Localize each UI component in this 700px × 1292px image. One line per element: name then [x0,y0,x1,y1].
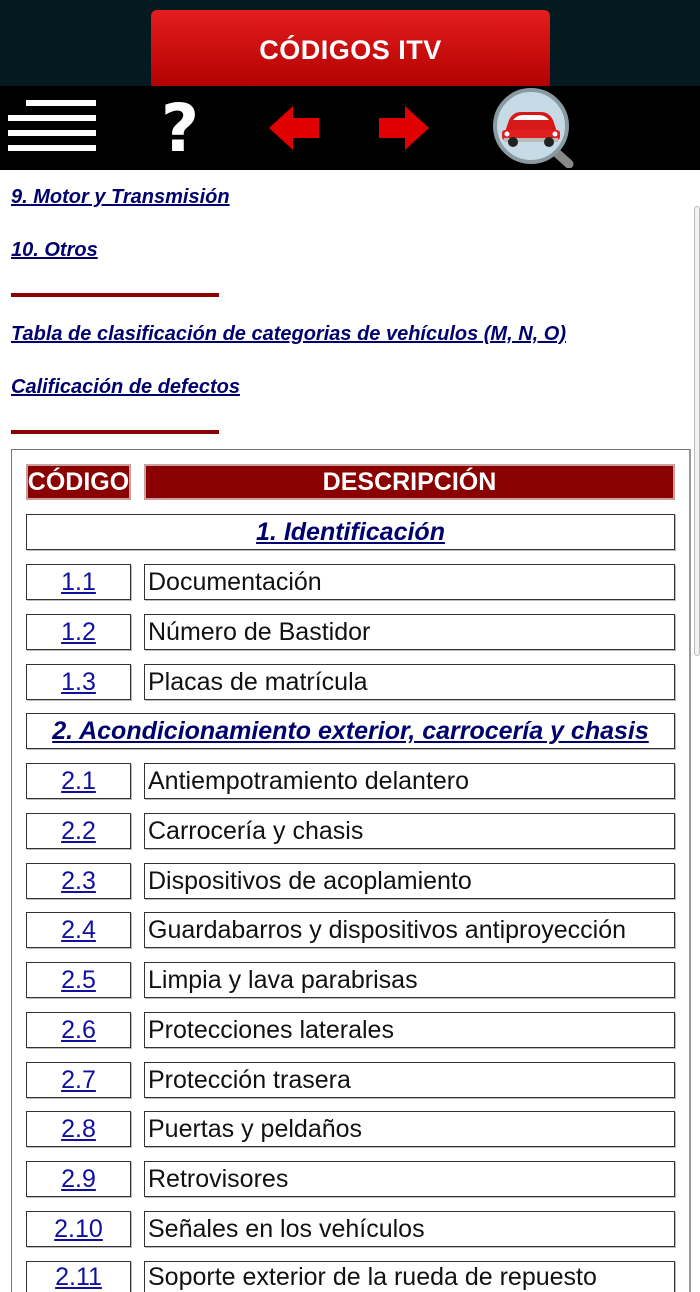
code-link-2-1[interactable]: 2.1 [26,763,131,799]
code-link-2-11[interactable]: 2.11 [26,1261,131,1292]
toolbar [0,86,700,170]
description-cell: Retrovisores [144,1161,675,1197]
description-cell: Protecciones laterales [144,1012,675,1048]
code-link-1-2[interactable]: 1.2 [26,614,131,650]
question-mark-icon: ? [160,89,200,167]
hamburger-menu-icon [8,100,96,151]
description-cell: Placas de matrícula [144,664,675,700]
previous-button[interactable] [262,86,326,170]
vehicle-search-button[interactable] [488,86,580,170]
help-button[interactable] [148,86,212,170]
arrow-right-icon [377,104,431,152]
description-cell: Señales en los vehículos [144,1211,675,1247]
menu-button[interactable] [0,86,104,170]
description-cell: Número de Bastidor [144,614,675,650]
code-link-2-4[interactable]: 2.4 [26,912,131,948]
car-magnifier-icon [491,88,577,168]
link-otros[interactable]: 10. Otros [11,239,98,261]
description-cell: Guardabarros y dispositivos antiproyección [144,912,675,948]
code-link-2-5[interactable]: 2.5 [26,962,131,998]
description-cell: Documentación [144,564,675,600]
section-header-acondicionamiento[interactable]: 2. Acondicionamiento exterior, carrocería y chasis [26,713,675,749]
code-link-2-7[interactable]: 2.7 [26,1062,131,1098]
link-motor-transmision[interactable]: 9. Motor y Transmisión [11,186,230,208]
description-cell: Limpia y lava parabrisas [144,962,675,998]
description-cell: Protección trasera [144,1062,675,1098]
code-link-2-8[interactable]: 2.8 [26,1111,131,1147]
app-title-button[interactable]: CÓDIGOS ITV [151,10,550,90]
description-cell: Soporte exterior de la rueda de repuesto [144,1261,675,1292]
code-link-2-10[interactable]: 2.10 [26,1211,131,1247]
code-link-2-3[interactable]: 2.3 [26,863,131,899]
code-link-2-2[interactable]: 2.2 [26,813,131,849]
code-link-1-3[interactable]: 1.3 [26,664,131,700]
description-cell: Puertas y peldaños [144,1111,675,1147]
description-cell: Antiempotramiento delantero [144,763,675,799]
scrollbar[interactable] [694,206,700,656]
section-divider [11,430,219,434]
next-button[interactable] [372,86,436,170]
code-link-2-6[interactable]: 2.6 [26,1012,131,1048]
description-cell: Dispositivos de acoplamiento [144,863,675,899]
link-tabla-clasificacion[interactable]: Tabla de clasificación de categorias de vehículos (M, N, O) [11,323,566,345]
arrow-left-icon [267,104,321,152]
column-header-description: DESCRIPCIÓN [144,464,675,500]
section-divider [11,293,219,297]
section-header-identificacion[interactable]: 1. Identificación [26,514,675,550]
code-link-2-9[interactable]: 2.9 [26,1161,131,1197]
column-header-code: CÓDIGO [26,464,131,500]
top-bar [0,0,700,86]
description-cell: Carrocería y chasis [144,813,675,849]
code-link-1-1[interactable]: 1.1 [26,564,131,600]
link-calificacion-defectos[interactable]: Calificación de defectos [11,376,240,398]
